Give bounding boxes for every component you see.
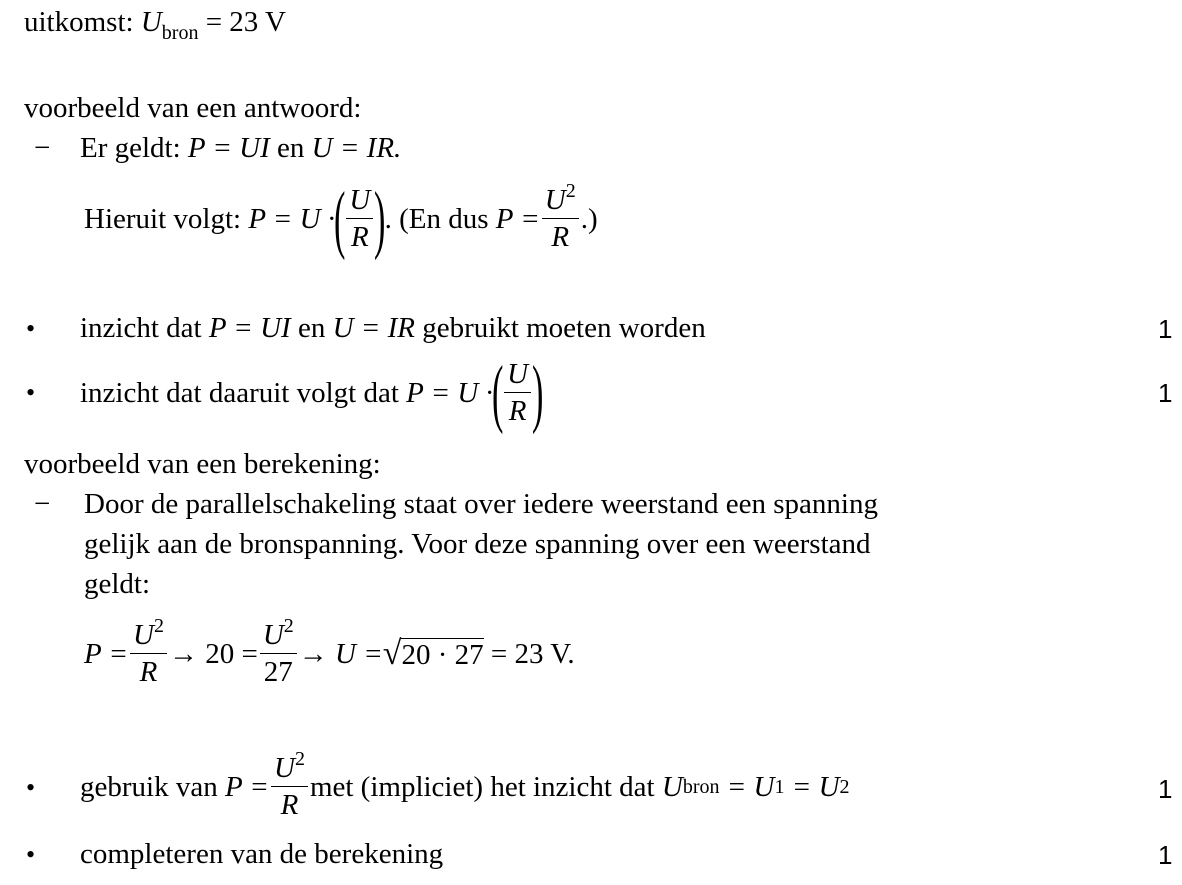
- score-point: 1: [1158, 314, 1173, 344]
- fraction-denominator: R: [508, 395, 527, 427]
- score-point: 1: [1158, 378, 1173, 408]
- criterion-item: completeren van de berekening: [80, 838, 444, 870]
- criterion-item: gebruik van P = $\frac{U^2}{R}$ met (impliciet) het inzicht dat U bron = U 1 = U 2: [80, 748, 850, 821]
- antwoord-line2-prefix: Hieruit volgt:: [84, 202, 242, 235]
- fraction-u-over-r: [346, 186, 373, 252]
- criterion-text: inzicht dat daaruit volgt dat: [80, 376, 399, 409]
- left-paren: (: [333, 177, 346, 261]
- uitkomst-label: uitkomst:: [24, 6, 134, 38]
- criterion-text: gebruikt moeten worden: [422, 312, 706, 344]
- criterion-eq: U = IR: [332, 312, 415, 344]
- u-eq: = U: [791, 770, 840, 803]
- u-var: U: [661, 770, 683, 803]
- fraction-u2-over-r: [130, 615, 167, 688]
- u-eq: = U: [726, 770, 775, 803]
- antwoord-line2: [84, 176, 598, 262]
- bullet: •: [26, 314, 36, 343]
- antwoord-line1-mid: en: [277, 132, 305, 164]
- bullet: •: [26, 378, 36, 407]
- fraction-numerator: $U^2$: [271, 754, 308, 787]
- fraction-u2-over-27: [260, 615, 297, 688]
- criterion-text: gebruik van: [80, 770, 218, 803]
- sqrt-body: 20 · 27: [401, 639, 484, 671]
- berekening-dash: −: [34, 488, 51, 520]
- uitkomst-line: [24, 6, 286, 44]
- fraction-numerator: $U^2$: [260, 621, 297, 654]
- criterion-text: en: [297, 312, 326, 344]
- fraction-u2-over-r: [542, 180, 579, 253]
- criterion-eq: P =: [224, 770, 269, 803]
- antwoord-line2-end: .): [580, 202, 598, 235]
- right-paren: ): [532, 351, 544, 435]
- berekening-equation: [84, 612, 575, 696]
- fraction-denominator: R: [139, 656, 158, 688]
- criterion-eq: P = UI: [208, 312, 291, 344]
- fraction-denominator: R: [350, 221, 369, 253]
- antwoord-line1-prefix: Er geldt:: [80, 132, 181, 164]
- criterion-text: met (impliciet) het inzicht dat: [309, 770, 655, 803]
- antwoord-eq-p-ui: P = UI: [187, 132, 270, 164]
- berekening-text-line: Door de parallelschakeling staat over iedere weerstand een spanning: [84, 488, 878, 520]
- bullet: •: [26, 773, 36, 802]
- criterion-text: inzicht dat: [80, 312, 202, 344]
- fraction-u2-over-r: [271, 748, 308, 821]
- antwoord-dash: −: [34, 132, 51, 164]
- berekening-text-line: gelijk aan de bronspanning. Voor deze spanning over een weerstand: [84, 528, 871, 560]
- criterion-item: [80, 350, 542, 436]
- eq-p: P =: [84, 637, 129, 670]
- fraction-denominator: R: [551, 221, 570, 253]
- score-point: 1: [1158, 840, 1173, 870]
- right-paren: ): [374, 177, 386, 261]
- uitkomst-sub: bron: [161, 22, 199, 44]
- berekening-heading: voorbeeld van een berekening:: [24, 448, 381, 480]
- antwoord-line1: [80, 134, 401, 163]
- eq-arrow: → 20 =: [168, 637, 258, 670]
- fraction-denominator: 27: [263, 656, 293, 688]
- criterion-eq: P = U ·: [406, 376, 493, 409]
- fraction-numerator: U: [504, 360, 531, 393]
- uitkomst-var: U: [140, 6, 162, 38]
- fraction-numerator: $U^2$: [542, 186, 579, 219]
- bullet: •: [26, 840, 36, 869]
- score-point: 1: [1158, 774, 1173, 804]
- criterion-item: [80, 314, 706, 343]
- eq-result: = 23 V.: [490, 637, 575, 670]
- antwoord-line2-lhs2: P =: [495, 202, 540, 235]
- left-paren: (: [491, 351, 504, 435]
- eq-u: U =: [335, 637, 383, 670]
- sqrt-icon: √: [382, 635, 402, 672]
- fraction-u-over-r: [504, 360, 531, 426]
- antwoord-line2-lhs: P = U ·: [248, 202, 336, 235]
- fraction-numerator: $U^2$: [130, 621, 167, 654]
- eq-arrow: →: [298, 637, 328, 670]
- berekening-text-line: geldt:: [84, 568, 151, 600]
- fraction-denominator: R: [280, 789, 299, 821]
- antwoord-eq-u-ir: U = IR.: [311, 132, 402, 164]
- fraction-numerator: U: [346, 186, 373, 219]
- antwoord-heading: voorbeeld van een antwoord:: [24, 92, 362, 124]
- uitkomst-value: = 23 V: [205, 6, 286, 38]
- antwoord-line2-mid: . (En dus: [384, 202, 489, 235]
